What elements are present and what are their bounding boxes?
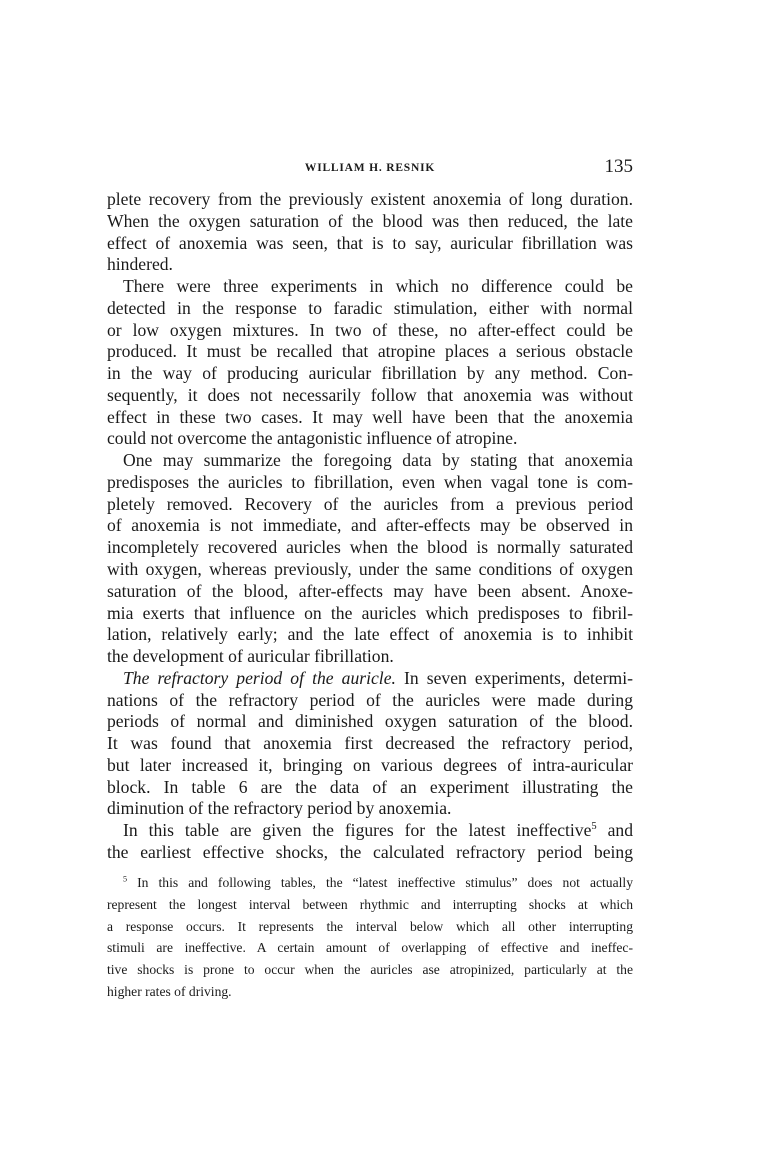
line-text: nations of the refractory period of the auricles were made during	[107, 689, 633, 710]
line-text: the development of auricular fibrillation.	[107, 646, 394, 667]
footnote-line	[107, 982, 633, 1004]
line-text: incompletely recovered auricles when the blood is normally saturated	[107, 537, 633, 558]
body-line	[107, 385, 633, 407]
line-text: pletely removed. Recovery of the auricles from a previous period	[107, 493, 633, 514]
line-text: In seven experiments, determi-	[395, 667, 633, 688]
line-text: mia exerts that influence on the auricles which predisposes to fibril-	[107, 602, 633, 623]
line-text: could not overcome the antagonistic influence of atropine.	[107, 428, 518, 449]
body-line	[107, 472, 633, 494]
line-text: and	[596, 820, 633, 841]
body-line	[107, 515, 633, 537]
line-text: In this and following tables, the “latest ineffective stimulus” does not actually	[127, 875, 633, 890]
body-line	[107, 559, 633, 581]
body-line	[107, 233, 633, 255]
line-text: stimuli are ineffective. A certain amount of overlapping of effective and ineffec-	[107, 940, 633, 956]
line-text: but later increased it, bringing on various degrees of intra-auricular	[107, 754, 633, 775]
footnote-line	[107, 917, 633, 939]
body-line	[107, 450, 633, 472]
body-line	[107, 603, 633, 625]
line-text: lation, relatively early; and the late effect of anoxemia is to inhibit	[107, 624, 633, 645]
body-line	[107, 755, 633, 777]
line-text: diminution of the refractory period by anoxemia.	[107, 798, 452, 819]
footnote	[107, 873, 633, 1004]
line-text: a response occurs. It represents the interval below which all other interrupting	[107, 918, 633, 934]
body-line	[107, 428, 633, 450]
line-text: in the way of producing auricular fibrillation by any method. Con-	[107, 363, 633, 384]
line-text: represent the longest interval between rhythmic and interrupting shocks at which	[107, 896, 633, 912]
body-line	[107, 733, 633, 755]
line-text: One may summarize the foregoing data by stating that anoxemia	[123, 450, 633, 471]
body-text	[107, 189, 633, 864]
line-text: In this table are given the figures for the latest ineffective	[123, 820, 592, 841]
body-line	[107, 276, 633, 298]
body-line	[107, 189, 633, 211]
line-text: of anoxemia is not immediate, and after-effects may be observed in	[107, 515, 633, 536]
body-line	[107, 494, 633, 516]
footnote-line	[107, 938, 633, 960]
line-text: plete recovery from the previously existent anoxemia of long duration.	[107, 189, 633, 209]
page-number: 135	[604, 156, 633, 177]
body-line	[107, 668, 633, 690]
line-text: the earliest effective shocks, the calculated refractory period being	[107, 841, 633, 862]
body-line	[107, 798, 633, 820]
body-line	[107, 320, 633, 342]
body-line	[107, 711, 633, 733]
line-text: There were three experiments in which no difference could be	[123, 276, 633, 297]
line-text: detected in the response to faradic stimulation, either with normal	[107, 297, 633, 318]
section-heading: The refractory period of the auricle.	[123, 667, 396, 688]
line-text: predisposes the auricles to fibrillation, even when vagal tone is com-	[107, 471, 633, 492]
body-line	[107, 341, 633, 363]
body-line	[107, 581, 633, 603]
footnote-line	[107, 895, 633, 917]
running-head: WILLIAM H. RESNIK	[304, 162, 436, 174]
footnote-line	[107, 960, 633, 982]
body-line	[107, 842, 633, 864]
line-text: periods of normal and diminished oxygen saturation of the blood.	[107, 711, 633, 732]
body-line	[107, 211, 633, 233]
line-text: produced. It must be recalled that atropine places a serious obstacle	[107, 341, 633, 362]
line-text: with oxygen, whereas previously, under the same conditions of oxygen	[107, 559, 633, 580]
body-line	[107, 298, 633, 320]
body-line	[107, 363, 633, 385]
footnote-line	[107, 873, 633, 895]
body-line	[107, 254, 633, 276]
line-text: block. In table 6 are the data of an experiment illustrating the	[107, 776, 633, 797]
line-text: or low oxygen mixtures. In two of these, no after-effect could be	[107, 319, 633, 340]
line-text: When the oxygen saturation of the blood was then reduced, the late	[107, 210, 633, 231]
line-text: sequently, it does not necessarily follow that anoxemia was without	[107, 384, 633, 405]
body-line	[107, 407, 633, 429]
line-text: effect of anoxemia was seen, that is to say, auricular fibrillation was	[107, 232, 633, 253]
body-line	[107, 690, 633, 712]
line-text: higher rates of driving.	[107, 983, 232, 999]
line-text: saturation of the blood, after-effects may have been absent. Anoxe-	[107, 580, 633, 601]
body-line	[107, 537, 633, 559]
body-line	[107, 624, 633, 646]
page-header	[107, 156, 633, 180]
line-text: effect in these two cases. It may well have been that the anoxemia	[107, 406, 633, 427]
line-text: hindered.	[107, 254, 173, 275]
body-line	[107, 646, 633, 668]
line-text: It was found that anoxemia first decreased the refractory period,	[107, 733, 633, 754]
body-line	[107, 820, 633, 842]
footnote-reference: 5	[591, 821, 597, 833]
body-line	[107, 777, 633, 799]
line-text: tive shocks is prone to occur when the auricles ase atropinized, particularly at the	[107, 962, 633, 978]
footnote-marker: 5	[123, 874, 128, 884]
